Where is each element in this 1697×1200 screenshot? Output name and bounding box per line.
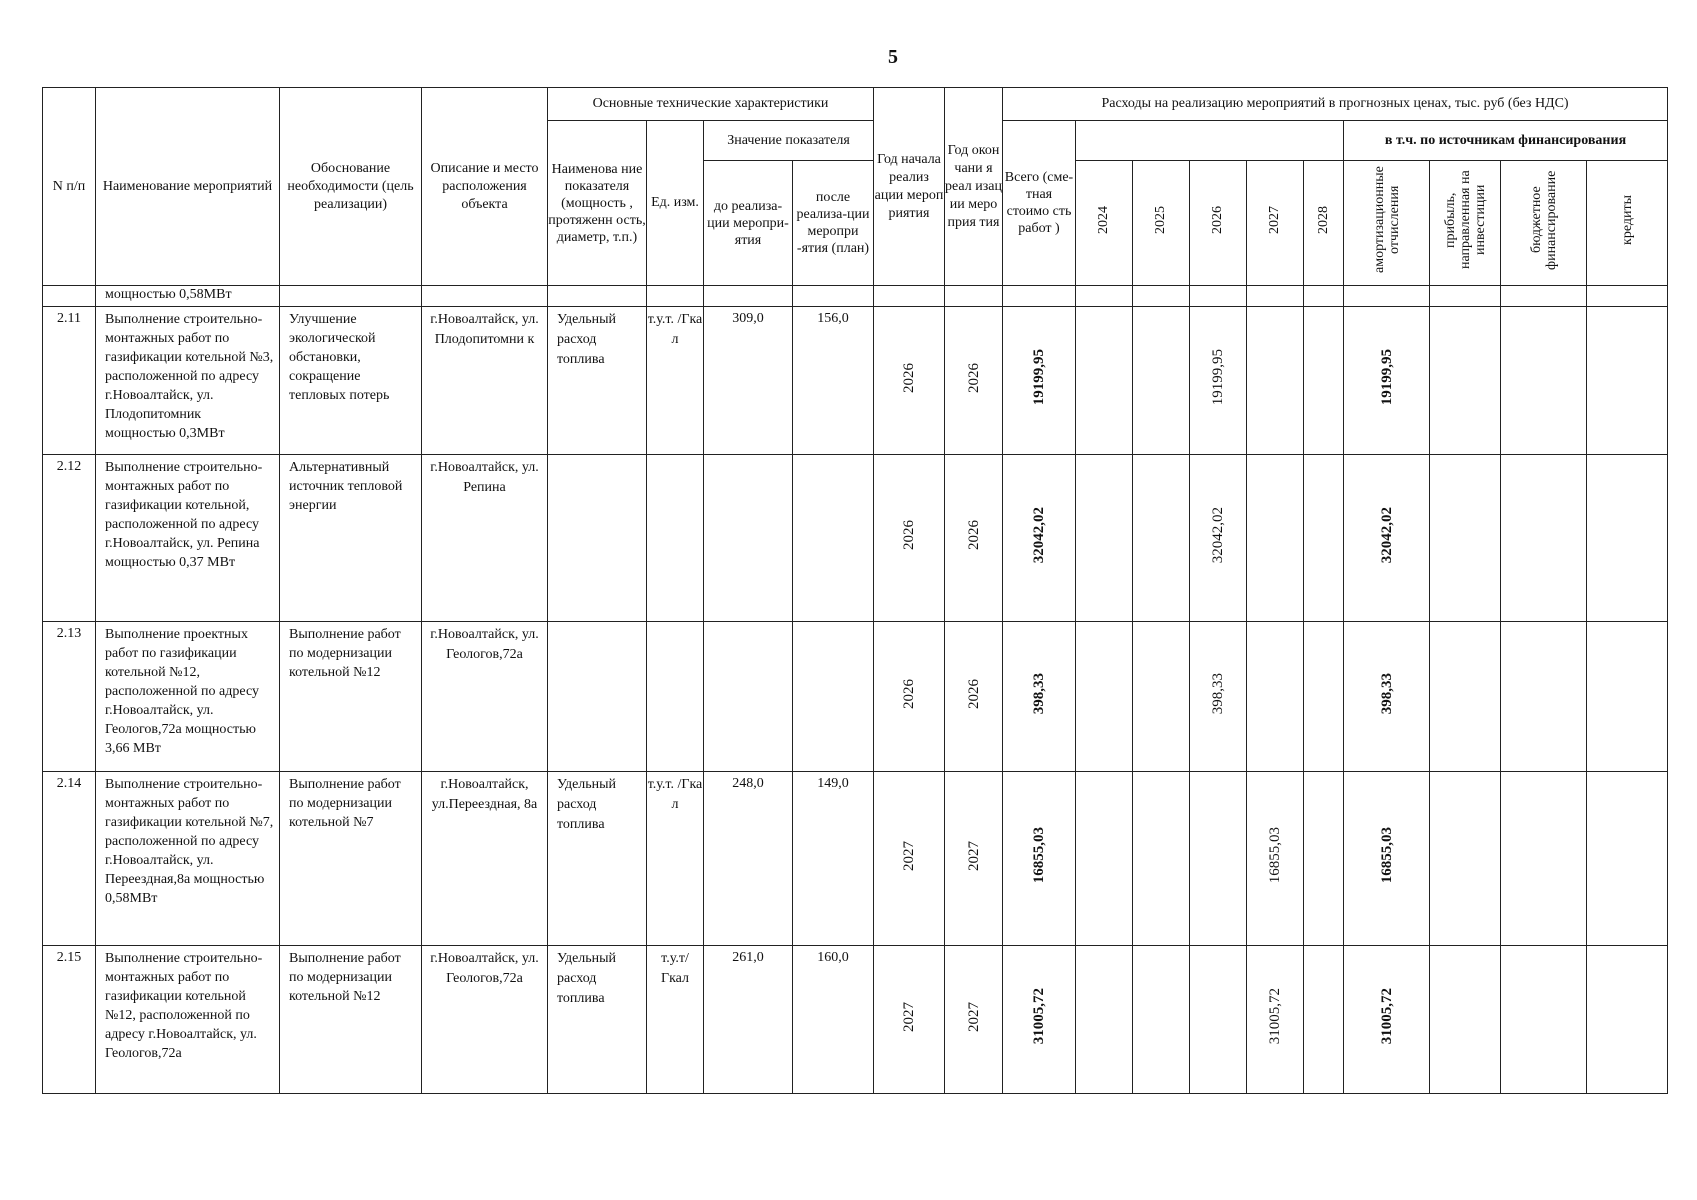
cell-before: 309,0 xyxy=(704,307,793,455)
cell-y2024 xyxy=(1076,455,1133,622)
cell-credit xyxy=(1587,946,1668,1094)
cell-y2025 xyxy=(1133,307,1190,455)
cell-amort-value: 16855,03 xyxy=(1378,827,1395,884)
cell-y2026 xyxy=(1190,455,1247,622)
cell-year-start xyxy=(874,946,945,1094)
cell-budget xyxy=(1501,946,1587,1094)
cell-amort-value: 398,33 xyxy=(1378,672,1395,715)
cell-reason: Улучшение экологической обстановки, сокращение тепловых потерь xyxy=(280,307,422,455)
header-reason: Обоснование необходимости (цель реализации) xyxy=(280,88,422,286)
cell-after: 149,0 xyxy=(793,772,874,946)
cell-y2027-value: 31005,72 xyxy=(1267,988,1283,1045)
header-year-2028 xyxy=(1304,161,1344,286)
cell-y2026 xyxy=(1190,772,1247,946)
cell-y2026 xyxy=(1190,622,1247,772)
header-year-2025 xyxy=(1133,161,1190,286)
header-year-2026-label: 2026 xyxy=(1210,206,1225,234)
cell-credit xyxy=(1587,772,1668,946)
header-year-2027 xyxy=(1247,161,1304,286)
header-credit-label: кредиты xyxy=(1619,195,1635,245)
cell-year-end xyxy=(945,307,1003,455)
cell-y2027 xyxy=(1247,622,1304,772)
header-year-2027-label: 2027 xyxy=(1267,206,1282,234)
header-amort-label: амортизационные отчисления xyxy=(1371,166,1402,274)
cell-amort xyxy=(1344,622,1430,772)
cell-y2026 xyxy=(1190,307,1247,455)
cell-profit xyxy=(1430,307,1501,455)
cell-unit: т.у.т. /Гка л xyxy=(647,307,704,455)
cell-y2028 xyxy=(1304,307,1344,455)
table-row xyxy=(43,307,1668,455)
cell-indicator: Удельный расход топлива xyxy=(548,772,647,946)
cell-y2028 xyxy=(1304,772,1344,946)
cell-year-start-value: 2026 xyxy=(901,678,917,709)
cell-unit: т.у.т. /Гка л xyxy=(647,772,704,946)
cell-profit xyxy=(1430,455,1501,622)
investment-program-table xyxy=(42,87,1668,1094)
header-year-2026 xyxy=(1190,161,1247,286)
cell-credit xyxy=(1587,455,1668,622)
cell-y2026-value: 32042,02 xyxy=(1210,506,1226,564)
header-tech: Основные технические характеристики xyxy=(548,88,874,121)
cell-reason: Альтернативный источник тепловой энергии xyxy=(280,455,422,622)
cell-location: г.Новоалтайск, ул.Переездная, 8а xyxy=(422,772,548,946)
table-header xyxy=(43,88,1668,286)
cell-location: г.Новоалтайск, ул. Геологов,72а xyxy=(422,622,548,772)
cell-amort xyxy=(1344,772,1430,946)
cell-y2028 xyxy=(1304,622,1344,772)
cell-before xyxy=(704,455,793,622)
table-row xyxy=(43,455,1668,622)
header-year-start: Год начала реализ ации мероп риятия xyxy=(874,88,945,286)
header-year-2028-label: 2028 xyxy=(1315,206,1331,234)
cell-profit xyxy=(1430,946,1501,1094)
header-year-end: Год окон чани я реал изац ии меро прия тия xyxy=(945,88,1003,286)
cell-y2024 xyxy=(1076,946,1133,1094)
header-year-2025-label: 2025 xyxy=(1153,206,1168,234)
cell-name: Выполнение строительно-монтажных работ по газификации котельной, расположенной по адресу г.Новоалтайск, ул. Репина мощностью 0,37 МВт xyxy=(96,455,280,622)
table-row xyxy=(43,622,1668,772)
cell-y2026-value: 398,33 xyxy=(1210,672,1226,715)
cell-before: 261,0 xyxy=(704,946,793,1094)
cell-credit xyxy=(1587,622,1668,772)
cell-year-end xyxy=(945,622,1003,772)
continuation-text: мощностью 0,58МВт xyxy=(96,286,280,307)
header-before: до реализа-ции меропри-ятия xyxy=(704,161,793,286)
cell-year-end-value: 2027 xyxy=(965,840,982,871)
cell-total xyxy=(1003,622,1076,772)
header-year-2024-label: 2024 xyxy=(1096,206,1111,234)
cell-y2025 xyxy=(1133,946,1190,1094)
cell-year-start-value: 2026 xyxy=(901,362,917,393)
cell-credit xyxy=(1587,307,1668,455)
cell-y2024 xyxy=(1076,307,1133,455)
cell-profit xyxy=(1430,622,1501,772)
cell-reason: Выполнение работ по модернизации котельной №12 xyxy=(280,622,422,772)
cell-num: 2.13 xyxy=(43,622,96,772)
cell-total xyxy=(1003,307,1076,455)
cell-year-start xyxy=(874,307,945,455)
cell-year-end xyxy=(945,772,1003,946)
header-indicator-name: Наименова ние показателя (мощность , протяженн ость, диаметр, т.п.) xyxy=(548,121,647,286)
header-location: Описание и место расположения объекта xyxy=(422,88,548,286)
cell-total xyxy=(1003,772,1076,946)
header-amort xyxy=(1344,161,1430,286)
cell-year-end xyxy=(945,946,1003,1094)
cell-total-value: 19199,95 xyxy=(1031,349,1047,406)
header-indicator-value: Значение показателя xyxy=(704,121,874,161)
cell-y2027 xyxy=(1247,307,1304,455)
cell-indicator: Удельный расход топлива xyxy=(548,307,647,455)
cell-total-value: 398,33 xyxy=(1031,672,1047,715)
cell-after: 160,0 xyxy=(793,946,874,1094)
cell-y2027-value: 16855,03 xyxy=(1267,827,1283,884)
header-total: Всего (сме-тная стоимо сть работ ) xyxy=(1003,121,1076,286)
cell-unit: т.у.т/ Гкал xyxy=(647,946,704,1094)
header-expenses: Расходы на реализацию мероприятий в прогнозных ценах, тыс. руб (без НДС) xyxy=(1003,88,1668,121)
cell-unit xyxy=(647,622,704,772)
cell-budget xyxy=(1501,622,1587,772)
cell-year-end-value: 2026 xyxy=(965,678,982,709)
cell-amort xyxy=(1344,307,1430,455)
continuation-row xyxy=(43,286,1668,307)
cell-y2024 xyxy=(1076,622,1133,772)
table-row xyxy=(43,946,1668,1094)
cell-total-value: 32042,02 xyxy=(1031,506,1047,564)
cell-total xyxy=(1003,455,1076,622)
page-number: 5 xyxy=(888,46,898,68)
cell-indicator xyxy=(548,622,647,772)
cell-amort xyxy=(1344,455,1430,622)
cell-after: 156,0 xyxy=(793,307,874,455)
cell-year-start xyxy=(874,455,945,622)
cell-year-end-value: 2026 xyxy=(965,520,982,550)
cell-before: 248,0 xyxy=(704,772,793,946)
cell-num: 2.14 xyxy=(43,772,96,946)
cell-total xyxy=(1003,946,1076,1094)
cell-location: г.Новоалтайск, ул. Репина xyxy=(422,455,548,622)
cell-after xyxy=(793,455,874,622)
cell-before xyxy=(704,622,793,772)
header-budget-label: бюджетное финансирование xyxy=(1528,170,1559,270)
header-name: Наименование мероприятий xyxy=(96,88,280,286)
cell-profit xyxy=(1430,772,1501,946)
cell-unit xyxy=(647,455,704,622)
header-after: после реализа-ции меропри -ятия (план) xyxy=(793,161,874,286)
header-budget xyxy=(1501,161,1587,286)
cell-reason: Выполнение работ по модернизации котельной №12 xyxy=(280,946,422,1094)
table-body xyxy=(43,286,1668,1094)
cell-y2026 xyxy=(1190,946,1247,1094)
cell-budget xyxy=(1501,772,1587,946)
table-row xyxy=(43,772,1668,946)
cell-name: Выполнение строительно-монтажных работ по газификации котельной №12, расположенной по адресу г.Новоалтайск, ул. Геологов,72а xyxy=(96,946,280,1094)
cell-amort-value: 19199,95 xyxy=(1378,349,1395,406)
cell-amort-value: 32042,02 xyxy=(1378,506,1395,564)
cell-year-start xyxy=(874,622,945,772)
cell-amort-value: 31005,72 xyxy=(1378,988,1395,1045)
cell-name: Выполнение строительно-монтажных работ по газификации котельной №3, расположенной по адресу г.Новоалтайск, ул. Плодопитомник мощностью 0,3МВт xyxy=(96,307,280,455)
cell-num: 2.15 xyxy=(43,946,96,1094)
cell-total-value: 16855,03 xyxy=(1031,827,1047,884)
cell-y2025 xyxy=(1133,772,1190,946)
cell-after xyxy=(793,622,874,772)
header-profit-label: прибыль, направленная на инвестиции xyxy=(1442,170,1488,270)
cell-y2027 xyxy=(1247,772,1304,946)
cell-y2028 xyxy=(1304,455,1344,622)
cell-location: г.Новоалтайск, ул. Плодопитомни к xyxy=(422,307,548,455)
cell-year-start-value: 2027 xyxy=(901,1001,917,1032)
cell-y2024 xyxy=(1076,772,1133,946)
header-num: N п/п xyxy=(43,88,96,286)
cell-amort xyxy=(1344,946,1430,1094)
cell-y2025 xyxy=(1133,455,1190,622)
cell-y2027 xyxy=(1247,455,1304,622)
cell-indicator xyxy=(548,455,647,622)
header-unit: Ед. изм. xyxy=(647,121,704,286)
header-profit xyxy=(1430,161,1501,286)
cell-name: Выполнение проектных работ по газификации котельной №12, расположенной по адресу г.Новоалтайск, ул. Геологов,72а мощностью 3,66 МВт xyxy=(96,622,280,772)
cell-y2025 xyxy=(1133,622,1190,772)
cell-year-end xyxy=(945,455,1003,622)
cell-y2027 xyxy=(1247,946,1304,1094)
cell-budget xyxy=(1501,307,1587,455)
cell-year-start-value: 2027 xyxy=(901,840,917,871)
header-years-group xyxy=(1076,121,1344,161)
cell-y2026-value: 19199,95 xyxy=(1210,349,1226,406)
cell-indicator: Удельный расход топлива xyxy=(548,946,647,1094)
cell-location: г.Новоалтайск, ул. Геологов,72а xyxy=(422,946,548,1094)
cell-reason: Выполнение работ по модернизации котельной №7 xyxy=(280,772,422,946)
header-credit xyxy=(1587,161,1668,286)
cell-year-end-value: 2026 xyxy=(965,362,982,393)
cell-year-end-value: 2027 xyxy=(965,1001,982,1032)
header-year-2024 xyxy=(1076,161,1133,286)
cell-num: 2.11 xyxy=(43,307,96,455)
cell-year-start xyxy=(874,772,945,946)
cell-year-start-value: 2026 xyxy=(901,520,917,550)
cell-total-value: 31005,72 xyxy=(1031,988,1047,1045)
header-sources: в т.ч. по источникам финансирования xyxy=(1344,121,1668,161)
cell-num: 2.12 xyxy=(43,455,96,622)
cell-y2028 xyxy=(1304,946,1344,1094)
cell-name: Выполнение строительно-монтажных работ по газификации котельной №7, расположенной по адресу г.Новоалтайск, ул. Переездная,8а мощностью 0,58МВт xyxy=(96,772,280,946)
cell-budget xyxy=(1501,455,1587,622)
